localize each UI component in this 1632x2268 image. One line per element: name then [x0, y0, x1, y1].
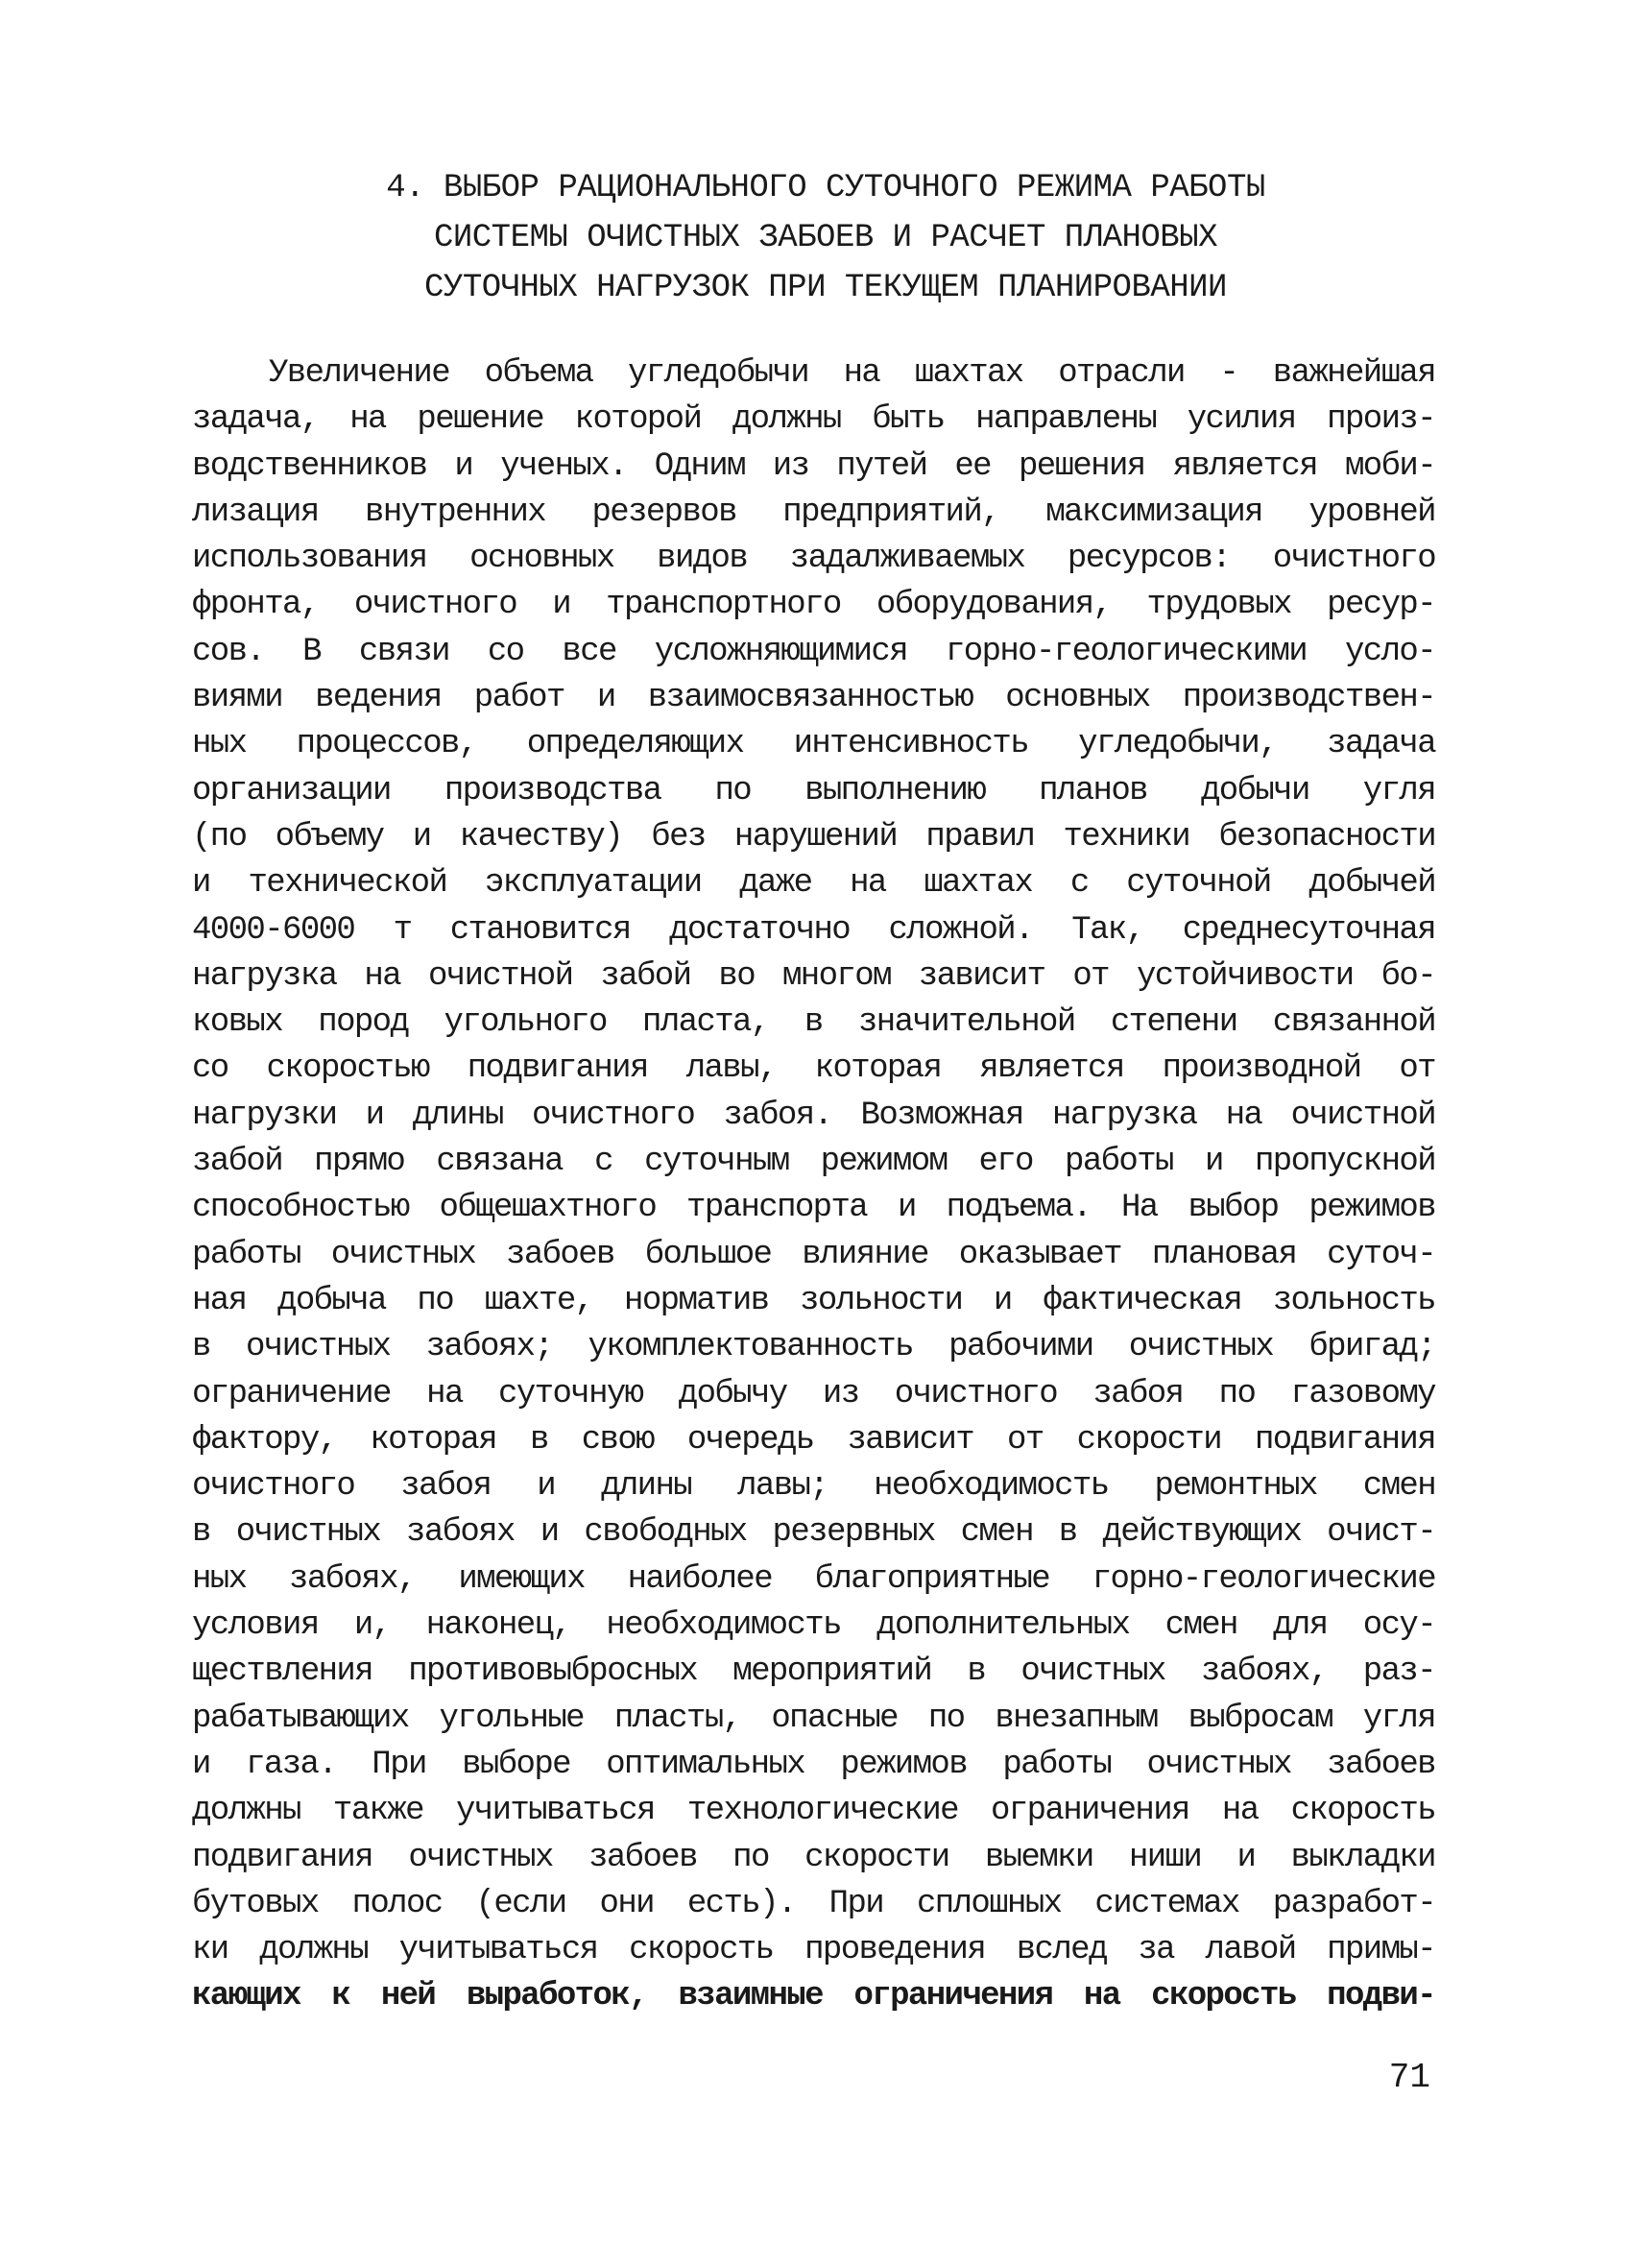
text-line: 4000-6000 т становится достаточно сложной. Так, среднесуточная	[192, 911, 1435, 949]
text-line: ная добыча по шахте, норматив зольности и фактическая зольность	[192, 1282, 1435, 1319]
text-line: лизация внутренних резервов предприятий, максимизация уровней	[192, 494, 1435, 531]
body-paragraph	[192, 350, 1435, 2020]
text-line: ществления противовыбросных мероприятий в очистных забоях, раз-	[192, 1653, 1435, 1691]
section-heading	[250, 163, 1402, 313]
text-line: ных процессов, определяющих интенсивность угледобычи, задача	[192, 726, 1435, 763]
heading-line: СУТОЧНЫХ НАГРУЗОК ПРИ ТЕКУЩЕМ ПЛАНИРОВАНИИ	[424, 270, 1227, 306]
text-line: способностью общешахтного транспорта и подъема. На выбор режимов	[192, 1190, 1435, 1227]
text-line: и технической эксплуатации даже на шахтах с суточной добычей	[192, 865, 1435, 903]
heading-line: СИСТЕМЫ ОЧИСТНЫХ ЗАБОЕВ И РАСЧЕТ ПЛАНОВЫХ	[433, 220, 1218, 256]
text-line: должны также учитываться технологические ограничения на скорость	[192, 1793, 1435, 1830]
text-line: в очистных забоях и свободных резервных смен в действующих очист-	[192, 1514, 1435, 1552]
text-line: кающих к ней выработок, взаимные ограничения на скорость подви-	[192, 1978, 1435, 2015]
text-line: фактору, которая в свою очередь зависит от скорости подвигания	[192, 1421, 1435, 1459]
text-line: забой прямо связана с суточным режимом его работы и пропускной	[192, 1144, 1435, 1181]
text-line: нагрузки и длины очистного забоя. Возможная нагрузка на очистной	[192, 1097, 1435, 1134]
text-line: бутовых полос (если они есть). При сплошных системах разработ-	[192, 1885, 1435, 1922]
text-line: задача, на решение которой должны быть направлены усилия произ-	[192, 401, 1435, 439]
text-line: в очистных забоях; укомплектованность рабочими очистных бригад;	[192, 1329, 1435, 1366]
text-line: виями ведения работ и взаимосвязанностью основных производствен-	[192, 680, 1435, 717]
text-line: ковых пород угольного пласта, в значительной степени связанной	[192, 1004, 1435, 1042]
text-line: рабатывающих угольные пласты, опасные по внезапным выбросам угля	[192, 1700, 1435, 1737]
text-line: водственников и ученых. Одним из путей ее решения является моби-	[192, 447, 1435, 485]
text-line: организации производства по выполнению планов добычи угля	[192, 772, 1435, 809]
text-line: ки должны учитываться скорость проведения вслед за лавой примы-	[192, 1932, 1435, 1969]
heading-line: 4. ВЫБОР РАЦИОНАЛЬНОГО СУТОЧНОГО РЕЖИМА РАБОТЫ	[386, 170, 1265, 206]
text-line: фронта, очистного и транспортного оборудования, трудовых ресур-	[192, 587, 1435, 624]
text-line: подвигания очистных забоев по скорости выемки ниши и выкладки	[192, 1839, 1435, 1876]
page-number: 71	[1388, 2058, 1430, 2097]
text-line: сов. В связи со все усложняющимися горно-геологическими усло-	[192, 633, 1435, 670]
text-line: (по объему и качеству) без нарушений правил техники безопасности	[192, 818, 1435, 856]
text-line: очистного забоя и длины лавы; необходимость ремонтных смен	[192, 1468, 1435, 1506]
text-line: ных забоях, имеющих наиболее благоприятные горно-геологические	[192, 1560, 1435, 1598]
text-line: ограничение на суточную добычу из очистного забоя по газовому	[192, 1375, 1435, 1412]
text-line: со скоростью подвигания лавы, которая является производной от	[192, 1050, 1435, 1088]
text-line: и газа. При выборе оптимальных режимов работы очистных забоев	[192, 1746, 1435, 1783]
text-line: использования основных видов задалживаемых ресурсов: очистного	[192, 541, 1435, 578]
text-line: работы очистных забоев большое влияние оказывает плановая суточ-	[192, 1236, 1435, 1273]
text-line: условия и, наконец, необходимость дополнительных смен для осу-	[192, 1607, 1435, 1645]
text-line: нагрузка на очистной забой во многом зависит от устойчивости бо-	[192, 957, 1435, 995]
text-line: Увеличение объема угледобычи на шахтах отрасли - важнейшая	[269, 355, 1435, 392]
